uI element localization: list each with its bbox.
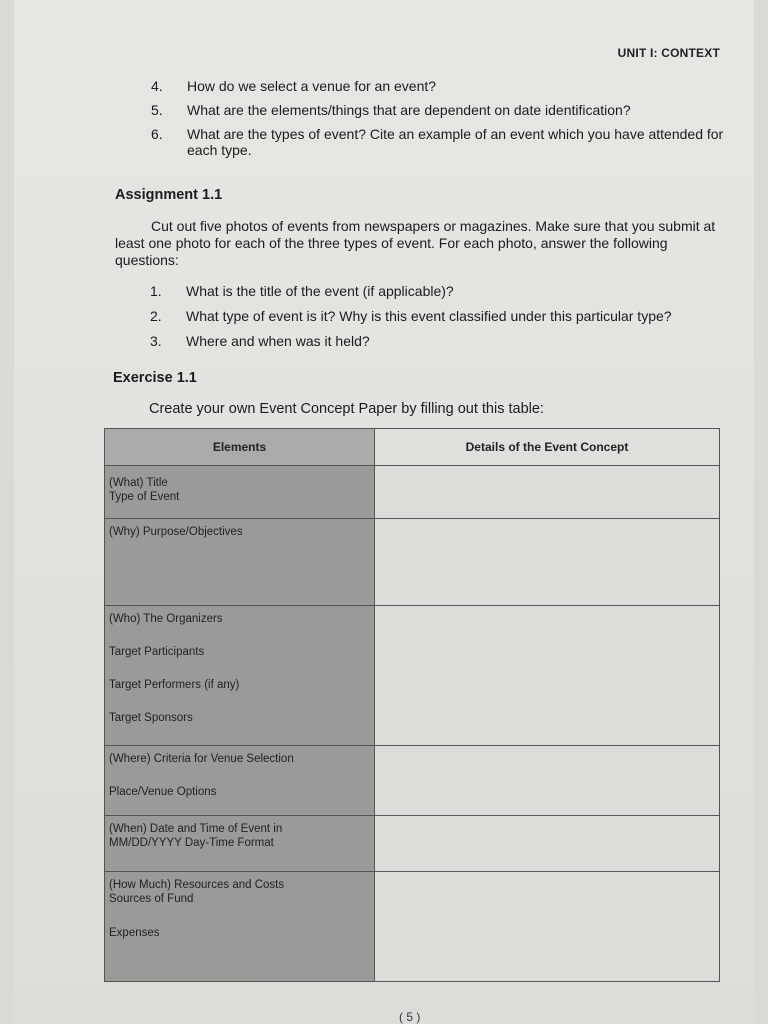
list-item: 2. What type of event is it? Why is this event classified under this particular type? (150, 308, 672, 324)
table-row (105, 466, 720, 519)
page-number: ( 5 ) (399, 1010, 421, 1024)
list-item: 3. Where and when was it held? (150, 333, 370, 349)
details-cell[interactable] (375, 746, 720, 816)
element-cell: (Why) Purpose/Objectives (105, 519, 375, 606)
details-header: Details of the Event Concept (375, 429, 720, 466)
list-item: 6. What are the types of event? Cite an example of an event which you have attended for each type. (151, 126, 724, 158)
exercise-title: Exercise 1.1 (113, 370, 197, 386)
table-row (105, 606, 720, 746)
list-item: 1. What is the title of the event (if applicable)? (150, 283, 454, 299)
event-concept-table (104, 428, 720, 982)
table-row (105, 746, 720, 816)
table-row (105, 816, 720, 872)
table-header-row (105, 429, 720, 466)
unit-header: UNIT I: CONTEXT (617, 46, 720, 60)
element-cell: (When) Date and Time of Event in MM/DD/YYYY Day-Time Format (105, 816, 375, 872)
details-cell[interactable] (375, 872, 720, 982)
element-cell: (What) Title Type of Event (105, 466, 375, 519)
details-cell[interactable] (375, 466, 720, 519)
document-page (14, 0, 754, 1024)
assignment-title: Assignment 1.1 (115, 187, 223, 203)
element-cell: (Who) The Organizers Target Participants Target Performers (if any) Target Sponsors (105, 606, 375, 746)
element-cell: (Where) Criteria for Venue Selection Place/Venue Options (105, 746, 375, 816)
table-row (105, 872, 720, 982)
assignment-paragraph: Cut out five photos of events from newspapers or magazines. Make sure that you submit at least one photo for each of the three types of event. For each photo, answer the following questions: (115, 218, 716, 268)
exercise-instruction: Create your own Event Concept Paper by filling out this table: (149, 401, 544, 417)
details-cell[interactable] (375, 606, 720, 746)
element-cell: (How Much) Resources and Costs Sources of Fund Expenses (105, 872, 375, 982)
table-row (105, 519, 720, 606)
list-item: 4. How do we select a venue for an event? (151, 78, 437, 94)
elements-header: Elements (105, 429, 375, 466)
details-cell[interactable] (375, 519, 720, 606)
list-item: 5. What are the elements/things that are dependent on date identification? (151, 102, 631, 118)
details-cell[interactable] (375, 816, 720, 872)
question-list (151, 78, 741, 166)
assignment-question-list (150, 283, 740, 358)
